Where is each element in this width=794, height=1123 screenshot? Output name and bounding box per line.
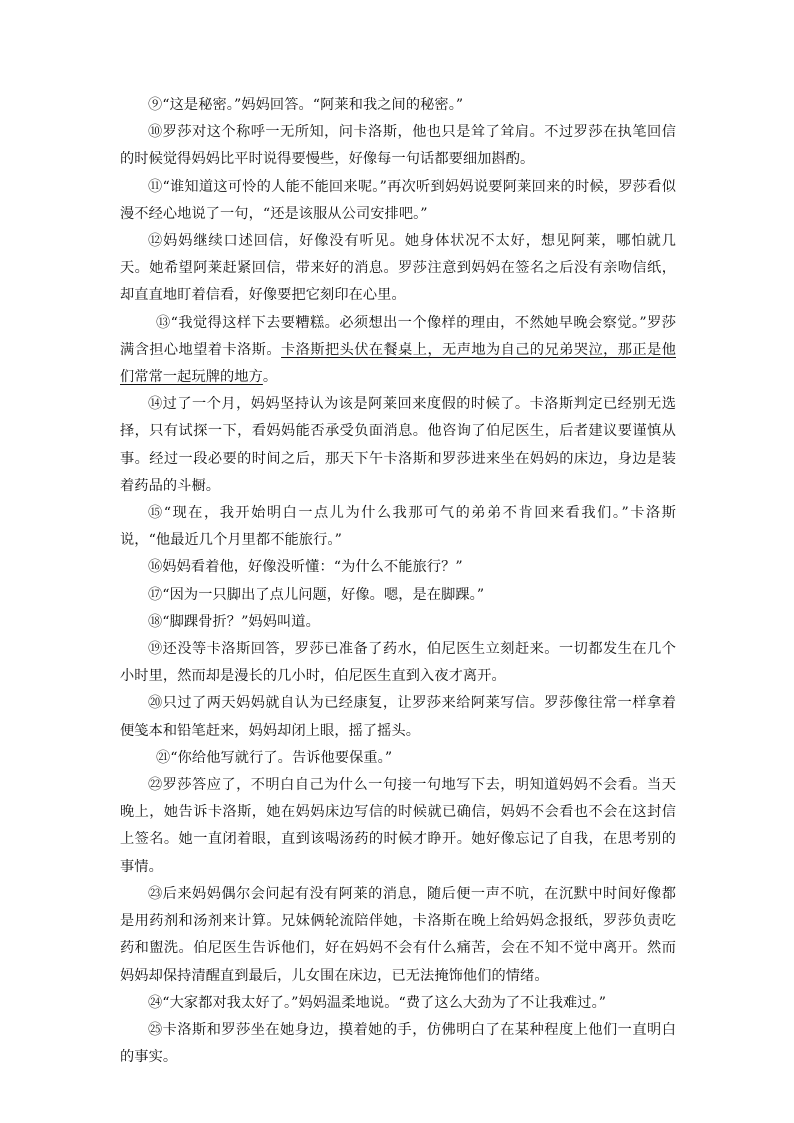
paragraph-10: ⑩罗莎对这个称呼一无所知，问卡洛斯，他也只是耸了耸肩。不过罗莎在执笔回信的时候觉得妈妈比平时说得要慢些，好像每一句话都要细加斟酌。	[120, 124, 676, 168]
paragraph-16: ⑯妈妈看着他，好像没听懂：“为什么不能旅行？”	[148, 559, 463, 576]
paragraph-23: ㉓后来妈妈偶尔会问起有没有阿莱的消息，随后便一声不吭，在沉默中时间好像都是用药剂和汤剂来计算。兄妹俩轮流陪伴她，卡洛斯在晚上给妈妈念报纸，罗莎负责吃药和盥洗。伯尼医生告诉他们，好在妈妈不会有什么痛苦，会在不知不觉中离开。然而妈妈却保持清醒直到最后，儿女围在床边，已无法掩饰他们的情绪。	[120, 885, 676, 984]
paragraph-14: ⑭过了一个月，妈妈坚持认为该是阿莱回来度假的时候了。卡洛斯判定已经别无选择，只有试探一下，看妈妈能否承受负面消息。他咨询了伯尼医生，后者建议要谨慎从事。经过一段必要的时间之后，那天下午卡洛斯和罗莎进来坐在妈妈的床边，身边是装着药品的斗橱。	[120, 396, 676, 494]
paragraph-18: ⑱“脚踝骨折？”妈妈叫道。	[148, 613, 320, 630]
paragraph-12: ⑫妈妈继续口述回信，好像没有听见。她身体状况不太好，想见阿莱，哪怕就几天。她希望阿莱赶紧回信，带来好的消息。罗莎注意到妈妈在签名之后没有亲吻信纸，却直直地盯着信看，好像要把它刻印在心里。	[120, 233, 676, 304]
paragraph-9: ⑨“这是秘密。”妈妈回答。“阿莱和我之间的秘密。”	[148, 97, 464, 113]
paragraph-20: ⑳只过了两天妈妈就自认为已经康复，让罗莎来给阿莱写信。罗莎像往常一样拿着便笺本和铅笔赶来，妈妈却闭上眼，摇了摇头。	[120, 695, 676, 739]
paragraph-13	[120, 310, 676, 392]
paragraph-13-lead: ⑬“我觉得这样下去要糟糕。必须想出一个像样的理由，不然她早晚会察觉。”罗莎满含担心地望着卡洛斯。	[120, 314, 676, 358]
document-page	[120, 92, 676, 1071]
paragraph-19: ⑲还没等卡洛斯回答，罗莎已准备了药水，伯尼医生立刻赶来。一切都发生在几个小时里，然而却是漫长的几小时，伯尼医生直到入夜才离开。	[120, 641, 676, 685]
paragraph-11: ⑪“谁知道这可怜的人能不能回来呢。”再次听到妈妈说要阿莱回来的时候，罗莎看似漫不经心地说了一句，“还是该服从公司安排吧。”	[120, 178, 676, 222]
paragraph-17: ⑰“因为一只脚出了点儿问题，好像。嗯，是在脚踝。”	[148, 586, 485, 603]
paragraph-13-underlined-sentence: 卡洛斯把头伏在餐桌上，无声地为自己的兄弟哭泣，那正是他们常常一起玩牌的地方	[120, 341, 676, 386]
paragraph-22: ㉒罗莎答应了，不明白自己为什么一句接一句地写下去，明知道妈妈不会看。当天晚上，她告诉卡洛斯，她在妈妈床边写信的时候就已确信，妈妈不会看也不会在这封信上签名。她一直闭着眼，直到该喝汤药的时候才睁开。她好像忘记了自我，在思考别的事情。	[120, 777, 676, 875]
paragraph-24: ㉔“大家都对我太好了。”妈妈温柔地说。“费了这么大劲为了不让我难过。”	[148, 994, 607, 1011]
paragraph-15: ⑮“现在，我开始明白一点儿为什么我那可气的弟弟不肯回来看我们。”卡洛斯说，“他最近几个月里都不能旅行。”	[120, 505, 676, 549]
paragraph-21: ㉑“你给他写就行了。告诉他要保重。”	[156, 749, 393, 766]
paragraph-25: ㉕卡洛斯和罗莎坐在她身边，摸着她的手，仿佛明白了在某种程度上他们一直明白的事实。	[120, 1021, 676, 1066]
paragraph-13-end: 。	[262, 369, 278, 386]
